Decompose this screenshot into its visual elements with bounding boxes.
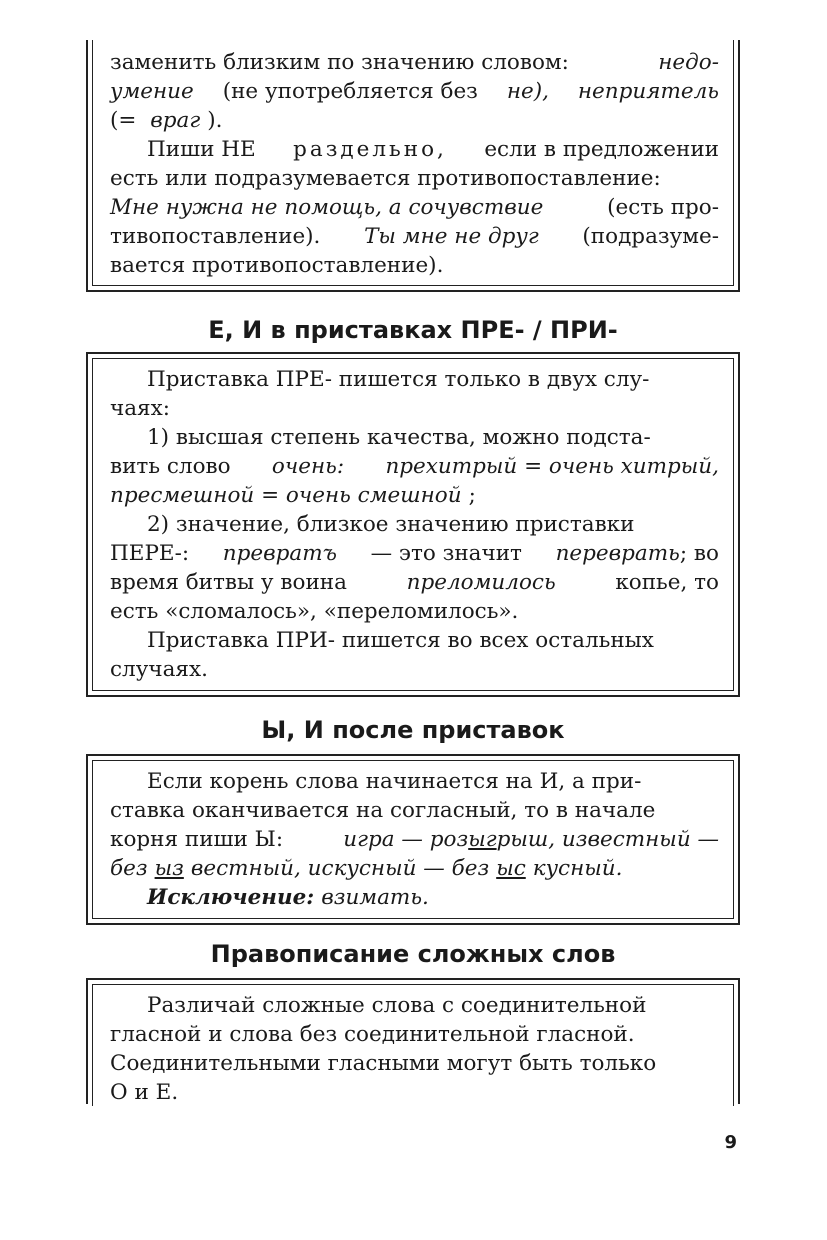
text: (не употребляется без (222, 79, 478, 104)
example-word: прехитрый = очень хитрый, (385, 454, 719, 479)
example-word: кусный. (532, 856, 623, 881)
example-pair (110, 854, 629, 883)
example-pair (343, 825, 719, 854)
text: ). (207, 108, 223, 133)
text: вается противопоставление). (110, 253, 444, 278)
example-word: превратъ (222, 541, 337, 566)
text-line (110, 394, 719, 423)
text-line (110, 1049, 719, 1078)
text: ставка оканчивается на согласный, то в начале (110, 798, 656, 823)
text: если в предложении (484, 137, 719, 162)
text: Соединительными гласными могут быть только (110, 1051, 657, 1076)
text: 1) высшая степень качества, можно подста- (147, 425, 651, 450)
text: Различай сложные слова с соединительной (147, 993, 647, 1018)
example-word: без (110, 856, 148, 881)
text: корня пиши Ы: (110, 827, 284, 852)
text: случаях. (110, 657, 208, 682)
text-line (110, 452, 719, 481)
rule-box-inner (92, 760, 734, 919)
text: (есть про- (607, 195, 719, 220)
example-sentence: Ты мне не друг (364, 224, 539, 249)
text-line (110, 883, 719, 912)
underlined-letters: ыс (496, 856, 526, 881)
text: вить слово (110, 454, 231, 479)
text: ; (468, 483, 476, 508)
example-word: взимать. (321, 885, 429, 910)
text: время битвы у воина (110, 570, 347, 595)
text-line (110, 164, 719, 193)
rule-box-inner (92, 40, 734, 286)
text: 2) значение, близкое значению приставки (147, 512, 635, 537)
text-line (110, 597, 719, 626)
text-line (110, 568, 719, 597)
text-line (110, 626, 719, 655)
page-number: 9 (724, 1132, 737, 1153)
example-word: преломилось (406, 570, 556, 595)
rule-box-pre-pri (86, 352, 740, 697)
text-line (110, 655, 719, 684)
example-word: недо- (658, 50, 719, 75)
text-line (110, 767, 719, 796)
text: ; во (679, 541, 719, 566)
example-word: игра — роз (343, 827, 469, 852)
text: (= (110, 108, 137, 133)
text-line (110, 222, 719, 251)
underlined-letters: ыг (468, 827, 497, 852)
text: — это значит (370, 541, 522, 566)
example-sentence: Мне нужна не помощь, а сочувствие (110, 195, 544, 220)
example-word: переврать (555, 541, 680, 566)
text: О и Е. (110, 1080, 179, 1105)
text-line (110, 796, 719, 825)
text-line (110, 135, 719, 164)
rule-box-y-i (86, 754, 740, 925)
text-line (110, 251, 719, 280)
text-line (110, 481, 719, 510)
example-word: умение (110, 79, 194, 104)
text: копье, то (615, 570, 719, 595)
exception-label: Исключение: (147, 885, 315, 910)
text: чаях: (110, 396, 170, 421)
text-line (110, 106, 719, 135)
section-heading: Правописание сложных слов (210, 940, 616, 968)
text: Если корень слова начинается на И, а при- (147, 769, 642, 794)
text: заменить близким по значению словом: (110, 50, 569, 75)
example-word: очень: (271, 454, 345, 479)
text: есть или подразумевается противопоставление: (110, 166, 661, 191)
text-line (110, 1020, 719, 1049)
text: (подразуме- (582, 224, 719, 249)
rule-box-inner (92, 984, 734, 1106)
text: ПЕРЕ-: (110, 541, 190, 566)
text-line (110, 854, 719, 883)
rule-box-compound-words (86, 978, 740, 1104)
text-line (110, 48, 719, 77)
emphasized-word: раздельно, (293, 137, 447, 162)
example-word: пресмешной = очень смешной (110, 483, 462, 508)
text-line (110, 539, 719, 568)
example-word: вестный, искусный — без (190, 856, 490, 881)
text-line (110, 1078, 719, 1107)
rule-box-inner (92, 358, 734, 691)
text: гласной и слова без соединительной гласной. (110, 1022, 635, 1047)
text-line (110, 77, 719, 106)
example-word: неприятель (577, 79, 719, 104)
section-heading: Ы, И после приставок (261, 716, 565, 744)
section-heading: Е, И в приставках ПРЕ- / ПРИ- (208, 316, 618, 344)
text: Приставка ПРИ- пишется во всех остальных (147, 628, 654, 653)
text: Приставка ПРЕ- пишется только в двух слу- (147, 367, 650, 392)
text: тивопоставление). (110, 224, 321, 249)
example-word: не), (506, 79, 549, 104)
rule-box-ne-spelling (86, 40, 740, 292)
text: Пиши НЕ (147, 137, 256, 162)
text-line (110, 510, 719, 539)
text-line (110, 193, 719, 222)
text: есть «сломалось», «переломилось». (110, 599, 519, 624)
text-line (110, 365, 719, 394)
example-word: враг (150, 108, 201, 133)
example-word: рыш, известный — (496, 827, 719, 852)
text-line (110, 991, 719, 1020)
text-line (110, 825, 719, 854)
underlined-letters: ыз (154, 856, 184, 881)
text-line (110, 423, 719, 452)
